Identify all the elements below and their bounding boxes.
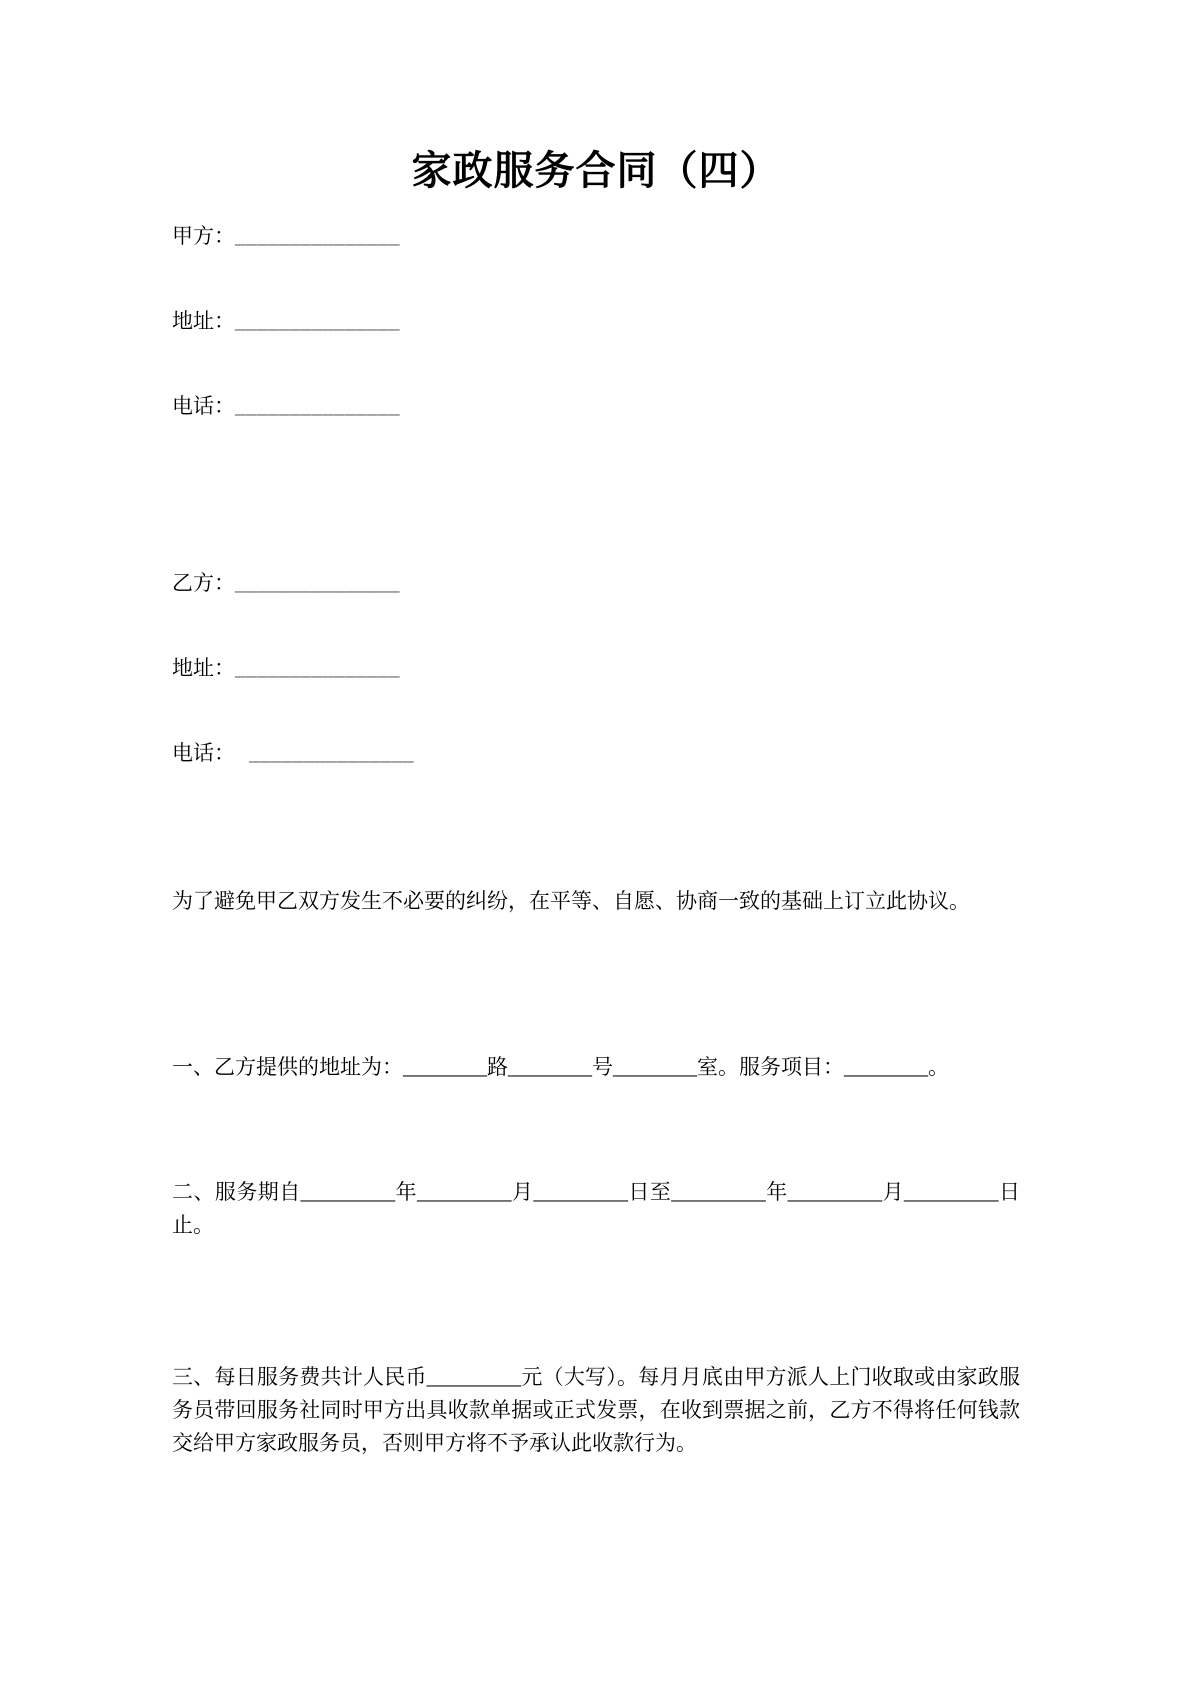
intro-paragraph: 为了避免甲乙双方发生不必要的纠纷，在平等、自愿、协商一致的基础上订立此协议。 <box>172 889 970 913</box>
clause-2-service-period: 二、服务期自_________年_________月_________日至_________年_________月_________日止。 <box>172 1180 1020 1237</box>
party-a-name-label: 甲方： <box>172 224 235 248</box>
party-a-address-row <box>172 305 1020 338</box>
party-a-address-blank-line: _______________ <box>235 309 400 333</box>
party-a-address-label: 地址： <box>172 309 235 333</box>
party-a-phone-label: 电话： <box>172 394 235 418</box>
party-a-name-blank-line: _______________ <box>235 224 400 248</box>
party-b-phone-blank-line: _______________ <box>249 741 414 765</box>
party-b-address-blank-line: _______________ <box>235 656 400 680</box>
party-b-name-row <box>172 567 1020 600</box>
document-title: 家政服务合同（四） <box>411 148 781 193</box>
party-b-address-label: 地址： <box>172 656 235 680</box>
party-b-name-blank-line: _______________ <box>235 571 400 595</box>
clause-1-service-address: 一、乙方提供的地址为：________路________号________室。服务项目：________。 <box>172 1055 949 1079</box>
party-b-address-row <box>172 652 1020 685</box>
party-b-phone-label: 电话： <box>172 741 235 765</box>
party-a-phone-row <box>172 390 1020 423</box>
clause-3-service-fee: 三、每日服务费共计人民币_________元（大写）。每月月底由甲方派人上门收取或由家政服务员带回服务社同时甲方出具收款单据或正式发票，在收到票据之前，乙方不得将任何钱款交给甲方家政服务员，否则甲方将不予承认此收款行为。 <box>172 1365 1020 1455</box>
party-b-phone-row <box>172 737 1020 770</box>
party-a-phone-blank-line: _______________ <box>235 394 400 418</box>
party-a-name-row <box>172 220 1020 253</box>
party-b-name-label: 乙方： <box>172 571 235 595</box>
